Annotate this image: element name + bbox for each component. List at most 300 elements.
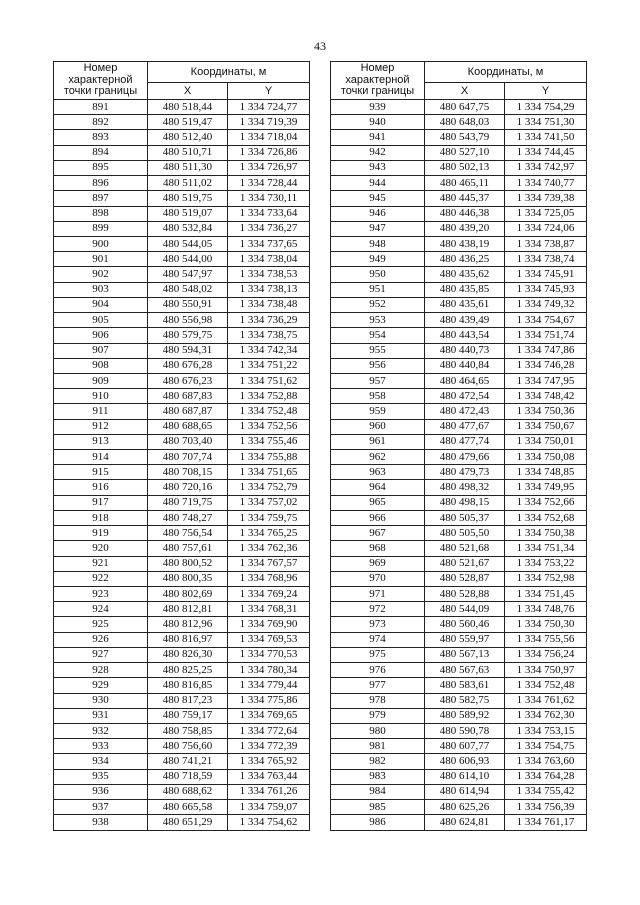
x-coordinate-cell: 480 443,54 <box>425 328 505 343</box>
y-coordinate-cell: 1 334 736,27 <box>228 221 310 236</box>
point-number-cell: 935 <box>54 769 148 784</box>
table-row <box>331 739 587 754</box>
y-coordinate-cell: 1 334 745,93 <box>505 282 587 297</box>
table-row <box>331 587 587 602</box>
point-number-cell: 925 <box>54 617 148 632</box>
y-coordinate-cell: 1 334 752,68 <box>505 510 587 525</box>
table-row <box>54 556 310 571</box>
coordinates-header: Координаты, м <box>148 62 310 83</box>
x-coordinate-cell: 480 511,02 <box>148 176 228 191</box>
x-coordinate-cell: 480 498,32 <box>425 480 505 495</box>
x-coordinate-cell: 480 544,05 <box>148 236 228 251</box>
x-coordinate-cell: 480 614,94 <box>425 784 505 799</box>
x-coordinate-cell: 480 708,15 <box>148 465 228 480</box>
y-coordinate-cell: 1 334 754,29 <box>505 100 587 115</box>
table-body <box>331 100 587 831</box>
x-coordinate-cell: 480 802,69 <box>148 587 228 602</box>
table-row <box>54 358 310 373</box>
table-row <box>331 526 587 541</box>
point-number-cell: 934 <box>54 754 148 769</box>
table-row <box>54 769 310 784</box>
point-number-cell: 954 <box>331 328 425 343</box>
coordinates-table-left <box>53 61 310 831</box>
y-coordinate-cell: 1 334 762,30 <box>505 708 587 723</box>
x-coordinate-cell: 480 647,75 <box>425 100 505 115</box>
point-number-cell: 911 <box>54 404 148 419</box>
y-coordinate-cell: 1 334 780,34 <box>228 663 310 678</box>
x-coordinate-cell: 480 464,65 <box>425 373 505 388</box>
table-row <box>331 510 587 525</box>
point-number-cell: 936 <box>54 784 148 799</box>
x-coordinate-cell: 480 445,37 <box>425 191 505 206</box>
table-row <box>54 206 310 221</box>
x-coordinate-cell: 480 741,21 <box>148 754 228 769</box>
table-row <box>331 541 587 556</box>
x-coordinate-cell: 480 825,25 <box>148 663 228 678</box>
point-number-cell: 956 <box>331 358 425 373</box>
x-coordinate-cell: 480 648,03 <box>425 115 505 130</box>
x-coordinate-cell: 480 560,46 <box>425 617 505 632</box>
y-coordinate-cell: 1 334 739,38 <box>505 191 587 206</box>
y-coordinate-cell: 1 334 733,64 <box>228 206 310 221</box>
y-coordinate-cell: 1 334 772,64 <box>228 723 310 738</box>
table-row <box>54 754 310 769</box>
x-coordinate-cell: 480 527,10 <box>425 145 505 160</box>
y-coordinate-cell: 1 334 770,53 <box>228 647 310 662</box>
point-number-cell: 982 <box>331 754 425 769</box>
y-coordinate-cell: 1 334 763,44 <box>228 769 310 784</box>
x-coordinate-cell: 480 583,61 <box>425 678 505 693</box>
x-coordinate-cell: 480 435,85 <box>425 282 505 297</box>
point-number-cell: 976 <box>331 663 425 678</box>
table-row <box>331 176 587 191</box>
y-coordinate-cell: 1 334 769,24 <box>228 587 310 602</box>
point-number-cell: 920 <box>54 541 148 556</box>
table-row <box>331 328 587 343</box>
y-coordinate-cell: 1 334 751,34 <box>505 541 587 556</box>
x-coordinate-cell: 480 582,75 <box>425 693 505 708</box>
x-coordinate-cell: 480 720,16 <box>148 480 228 495</box>
table-row <box>331 556 587 571</box>
y-coordinate-cell: 1 334 765,92 <box>228 754 310 769</box>
table-row <box>331 404 587 419</box>
x-coordinate-cell: 480 512,40 <box>148 130 228 145</box>
x-coordinate-cell: 480 547,97 <box>148 267 228 282</box>
table-row <box>331 632 587 647</box>
point-number-cell: 947 <box>331 221 425 236</box>
x-coordinate-cell: 480 567,63 <box>425 663 505 678</box>
y-coordinate-cell: 1 334 761,62 <box>505 693 587 708</box>
table-row <box>331 663 587 678</box>
y-coordinate-cell: 1 334 761,26 <box>228 784 310 799</box>
y-coordinate-cell: 1 334 738,04 <box>228 252 310 267</box>
x-coordinate-cell: 480 440,73 <box>425 343 505 358</box>
x-coordinate-cell: 480 479,66 <box>425 450 505 465</box>
table-row <box>331 160 587 175</box>
table-row <box>331 480 587 495</box>
x-coordinate-cell: 480 812,81 <box>148 602 228 617</box>
point-number-cell: 986 <box>331 815 425 830</box>
y-coordinate-cell: 1 334 779,44 <box>228 678 310 693</box>
y-coordinate-cell: 1 334 726,97 <box>228 160 310 175</box>
point-number-cell: 942 <box>331 145 425 160</box>
table-row <box>54 800 310 815</box>
coordinates-header: Координаты, м <box>425 62 587 83</box>
table-row <box>54 602 310 617</box>
y-coordinate-cell: 1 334 724,77 <box>228 100 310 115</box>
table-row <box>331 100 587 115</box>
point-number-cell: 899 <box>54 221 148 236</box>
point-number-cell: 977 <box>331 678 425 693</box>
point-number-cell: 926 <box>54 632 148 647</box>
x-coordinate-cell: 480 556,98 <box>148 313 228 328</box>
x-coordinate-cell: 480 687,87 <box>148 404 228 419</box>
x-coordinate-cell: 480 446,38 <box>425 206 505 221</box>
y-coordinate-cell: 1 334 772,39 <box>228 739 310 754</box>
point-number-cell: 945 <box>331 191 425 206</box>
x-coordinate-cell: 480 614,10 <box>425 769 505 784</box>
y-coordinate-cell: 1 334 738,75 <box>228 328 310 343</box>
x-coordinate-cell: 480 624,81 <box>425 815 505 830</box>
table-row <box>331 815 587 830</box>
x-coordinate-cell: 480 528,88 <box>425 587 505 602</box>
point-number-cell: 905 <box>54 313 148 328</box>
y-coordinate-cell: 1 334 719,39 <box>228 115 310 130</box>
y-coordinate-cell: 1 334 755,88 <box>228 450 310 465</box>
table-row <box>54 419 310 434</box>
x-coordinate-cell: 480 748,27 <box>148 510 228 525</box>
point-number-cell: 892 <box>54 115 148 130</box>
table-row <box>54 526 310 541</box>
x-coordinate-cell: 480 817,23 <box>148 693 228 708</box>
point-number-cell: 914 <box>54 450 148 465</box>
table-row <box>331 571 587 586</box>
table-row <box>54 115 310 130</box>
y-coordinate-cell: 1 334 747,86 <box>505 343 587 358</box>
point-number-cell: 950 <box>331 267 425 282</box>
y-coordinate-cell: 1 334 742,34 <box>228 343 310 358</box>
y-coordinate-cell: 1 334 738,13 <box>228 282 310 297</box>
x-coordinate-cell: 480 510,71 <box>148 145 228 160</box>
x-coordinate-cell: 480 594,31 <box>148 343 228 358</box>
point-number-cell: 967 <box>331 526 425 541</box>
table-row <box>331 282 587 297</box>
y-coordinate-cell: 1 334 724,06 <box>505 221 587 236</box>
x-coordinate-cell: 480 703,40 <box>148 434 228 449</box>
x-coordinate-cell: 480 436,25 <box>425 252 505 267</box>
table-row <box>54 739 310 754</box>
point-number-cell: 924 <box>54 602 148 617</box>
y-coordinate-cell: 1 334 748,42 <box>505 389 587 404</box>
y-coordinate-cell: 1 334 725,05 <box>505 206 587 221</box>
page-number: 43 <box>314 39 326 53</box>
point-number-cell: 916 <box>54 480 148 495</box>
y-coordinate-cell: 1 334 751,62 <box>228 373 310 388</box>
table-row <box>54 815 310 830</box>
point-number-cell: 960 <box>331 419 425 434</box>
y-coordinate-cell: 1 334 750,01 <box>505 434 587 449</box>
y-coordinate-cell: 1 334 757,02 <box>228 495 310 510</box>
point-number-cell: 902 <box>54 267 148 282</box>
table-row <box>54 495 310 510</box>
point-number-cell: 975 <box>331 647 425 662</box>
table-row <box>331 450 587 465</box>
point-number-cell: 909 <box>54 373 148 388</box>
table-row <box>54 176 310 191</box>
point-number-cell: 973 <box>331 617 425 632</box>
point-number-cell: 922 <box>54 571 148 586</box>
coordinates-table-right <box>330 61 587 831</box>
point-number-cell: 958 <box>331 389 425 404</box>
x-coordinate-cell: 480 607,77 <box>425 739 505 754</box>
y-coordinate-cell: 1 334 759,07 <box>228 800 310 815</box>
point-number-cell: 913 <box>54 434 148 449</box>
point-number-cell: 894 <box>54 145 148 160</box>
point-number-header: Номер характерной точки границы <box>331 62 425 100</box>
point-number-cell: 917 <box>54 495 148 510</box>
table-row <box>331 297 587 312</box>
point-number-cell: 896 <box>54 176 148 191</box>
y-coordinate-cell: 1 334 752,56 <box>228 419 310 434</box>
table-row <box>54 465 310 480</box>
table-row <box>331 769 587 784</box>
point-number-cell: 969 <box>331 556 425 571</box>
x-coordinate-cell: 480 816,97 <box>148 632 228 647</box>
x-coordinate-cell: 480 543,79 <box>425 130 505 145</box>
point-number-cell: 978 <box>331 693 425 708</box>
y-coordinate-cell: 1 334 751,22 <box>228 358 310 373</box>
point-number-cell: 923 <box>54 587 148 602</box>
point-number-cell: 963 <box>331 465 425 480</box>
table-row <box>54 663 310 678</box>
x-coordinate-cell: 480 688,62 <box>148 784 228 799</box>
x-coordinate-cell: 480 559,97 <box>425 632 505 647</box>
table-row <box>54 541 310 556</box>
table-row <box>54 373 310 388</box>
x-coordinate-cell: 480 625,26 <box>425 800 505 815</box>
x-coordinate-cell: 480 756,54 <box>148 526 228 541</box>
table-row <box>331 617 587 632</box>
point-number-cell: 955 <box>331 343 425 358</box>
y-coordinate-cell: 1 334 775,86 <box>228 693 310 708</box>
y-coordinate-cell: 1 334 750,08 <box>505 450 587 465</box>
x-coordinate-cell: 480 826,30 <box>148 647 228 662</box>
x-coordinate-cell: 480 589,92 <box>425 708 505 723</box>
x-coordinate-cell: 480 687,83 <box>148 389 228 404</box>
x-coordinate-cell: 480 590,78 <box>425 723 505 738</box>
y-coordinate-cell: 1 334 730,11 <box>228 191 310 206</box>
y-coordinate-cell: 1 334 740,77 <box>505 176 587 191</box>
x-coordinate-cell: 480 548,02 <box>148 282 228 297</box>
x-coordinate-cell: 480 519,47 <box>148 115 228 130</box>
x-coordinate-cell: 480 502,13 <box>425 160 505 175</box>
x-coordinate-cell: 480 532,84 <box>148 221 228 236</box>
y-coordinate-cell: 1 334 728,44 <box>228 176 310 191</box>
point-number-cell: 928 <box>54 663 148 678</box>
point-number-cell: 927 <box>54 647 148 662</box>
y-coordinate-cell: 1 334 751,30 <box>505 115 587 130</box>
point-number-cell: 897 <box>54 191 148 206</box>
point-number-cell: 895 <box>54 160 148 175</box>
x-coordinate-cell: 480 465,11 <box>425 176 505 191</box>
point-number-cell: 952 <box>331 297 425 312</box>
y-coordinate-cell: 1 334 745,91 <box>505 267 587 282</box>
table-row <box>54 678 310 693</box>
point-number-cell: 946 <box>331 206 425 221</box>
table-row <box>331 647 587 662</box>
table-row <box>331 419 587 434</box>
point-number-cell: 912 <box>54 419 148 434</box>
point-number-cell: 944 <box>331 176 425 191</box>
x-coordinate-cell: 480 440,84 <box>425 358 505 373</box>
table-row <box>54 282 310 297</box>
point-number-cell: 921 <box>54 556 148 571</box>
x-coordinate-cell: 480 579,75 <box>148 328 228 343</box>
table-row <box>54 313 310 328</box>
y-coordinate-cell: 1 334 748,85 <box>505 465 587 480</box>
table-row <box>331 754 587 769</box>
point-number-cell: 964 <box>331 480 425 495</box>
y-coordinate-cell: 1 334 750,30 <box>505 617 587 632</box>
x-coordinate-cell: 480 676,28 <box>148 358 228 373</box>
y-coordinate-cell: 1 334 747,95 <box>505 373 587 388</box>
point-number-cell: 933 <box>54 739 148 754</box>
table-row <box>54 450 310 465</box>
y-coordinate-cell: 1 334 761,17 <box>505 815 587 830</box>
y-coordinate-cell: 1 334 752,48 <box>505 678 587 693</box>
y-coordinate-cell: 1 334 754,67 <box>505 313 587 328</box>
y-coordinate-cell: 1 334 755,46 <box>228 434 310 449</box>
table-row <box>331 465 587 480</box>
table-row <box>331 252 587 267</box>
point-number-cell: 930 <box>54 693 148 708</box>
table-row <box>331 358 587 373</box>
point-number-cell: 979 <box>331 708 425 723</box>
table-row <box>331 800 587 815</box>
table-row <box>331 221 587 236</box>
x-coordinate-cell: 480 567,13 <box>425 647 505 662</box>
x-coordinate-cell: 480 544,00 <box>148 252 228 267</box>
y-coordinate-cell: 1 334 752,88 <box>228 389 310 404</box>
x-coordinate-cell: 480 528,87 <box>425 571 505 586</box>
point-number-cell: 965 <box>331 495 425 510</box>
table-row <box>54 708 310 723</box>
table-row <box>54 236 310 251</box>
point-number-cell: 966 <box>331 510 425 525</box>
y-header: Y <box>505 83 587 100</box>
x-coordinate-cell: 480 759,17 <box>148 708 228 723</box>
point-number-cell: 940 <box>331 115 425 130</box>
point-number-cell: 981 <box>331 739 425 754</box>
table-row <box>54 160 310 175</box>
x-coordinate-cell: 480 477,74 <box>425 434 505 449</box>
point-number-cell: 893 <box>54 130 148 145</box>
point-number-cell: 918 <box>54 510 148 525</box>
x-coordinate-cell: 480 812,96 <box>148 617 228 632</box>
y-coordinate-cell: 1 334 752,98 <box>505 571 587 586</box>
table-row <box>331 495 587 510</box>
table-row <box>54 632 310 647</box>
table-row <box>331 267 587 282</box>
y-coordinate-cell: 1 334 759,75 <box>228 510 310 525</box>
point-number-cell: 932 <box>54 723 148 738</box>
point-number-cell: 891 <box>54 100 148 115</box>
x-coordinate-cell: 480 519,07 <box>148 206 228 221</box>
x-coordinate-cell: 480 472,54 <box>425 389 505 404</box>
point-number-cell: 898 <box>54 206 148 221</box>
y-coordinate-cell: 1 334 736,29 <box>228 313 310 328</box>
x-coordinate-cell: 480 719,75 <box>148 495 228 510</box>
x-coordinate-cell: 480 676,23 <box>148 373 228 388</box>
table-row <box>331 343 587 358</box>
table-row <box>331 723 587 738</box>
y-coordinate-cell: 1 334 755,42 <box>505 784 587 799</box>
point-number-cell: 904 <box>54 297 148 312</box>
y-coordinate-cell: 1 334 750,38 <box>505 526 587 541</box>
y-coordinate-cell: 1 334 738,87 <box>505 236 587 251</box>
x-coordinate-cell: 480 707,74 <box>148 450 228 465</box>
table-row <box>54 647 310 662</box>
y-coordinate-cell: 1 334 756,24 <box>505 647 587 662</box>
table-row <box>54 267 310 282</box>
x-coordinate-cell: 480 498,15 <box>425 495 505 510</box>
y-coordinate-cell: 1 334 738,74 <box>505 252 587 267</box>
point-number-cell: 919 <box>54 526 148 541</box>
y-coordinate-cell: 1 334 741,50 <box>505 130 587 145</box>
x-coordinate-cell: 480 505,37 <box>425 510 505 525</box>
point-number-cell: 983 <box>331 769 425 784</box>
y-coordinate-cell: 1 334 753,22 <box>505 556 587 571</box>
table-row <box>331 115 587 130</box>
y-coordinate-cell: 1 334 738,53 <box>228 267 310 282</box>
x-coordinate-cell: 480 479,73 <box>425 465 505 480</box>
y-coordinate-cell: 1 334 765,25 <box>228 526 310 541</box>
point-number-cell: 939 <box>331 100 425 115</box>
point-number-cell: 985 <box>331 800 425 815</box>
point-number-cell: 900 <box>54 236 148 251</box>
y-coordinate-cell: 1 334 751,65 <box>228 465 310 480</box>
x-coordinate-cell: 480 688,65 <box>148 419 228 434</box>
table-row <box>54 617 310 632</box>
x-coordinate-cell: 480 756,60 <box>148 739 228 754</box>
point-number-cell: 915 <box>54 465 148 480</box>
y-coordinate-cell: 1 334 726,86 <box>228 145 310 160</box>
x-coordinate-cell: 480 438,19 <box>425 236 505 251</box>
point-number-cell: 907 <box>54 343 148 358</box>
x-coordinate-cell: 480 477,67 <box>425 419 505 434</box>
y-coordinate-cell: 1 334 752,79 <box>228 480 310 495</box>
x-coordinate-cell: 480 521,67 <box>425 556 505 571</box>
table-row <box>54 191 310 206</box>
y-coordinate-cell: 1 334 754,75 <box>505 739 587 754</box>
point-number-cell: 931 <box>54 708 148 723</box>
point-number-cell: 984 <box>331 784 425 799</box>
x-coordinate-cell: 480 511,30 <box>148 160 228 175</box>
point-number-cell: 957 <box>331 373 425 388</box>
y-coordinate-cell: 1 334 755,56 <box>505 632 587 647</box>
x-header: X <box>148 83 228 100</box>
point-number-cell: 938 <box>54 815 148 830</box>
table-row <box>54 297 310 312</box>
table-row <box>54 480 310 495</box>
table-row <box>331 145 587 160</box>
y-coordinate-cell: 1 334 764,28 <box>505 769 587 784</box>
table-row <box>54 723 310 738</box>
point-number-cell: 953 <box>331 313 425 328</box>
x-coordinate-cell: 480 518,44 <box>148 100 228 115</box>
point-number-cell: 943 <box>331 160 425 175</box>
table-row <box>54 404 310 419</box>
